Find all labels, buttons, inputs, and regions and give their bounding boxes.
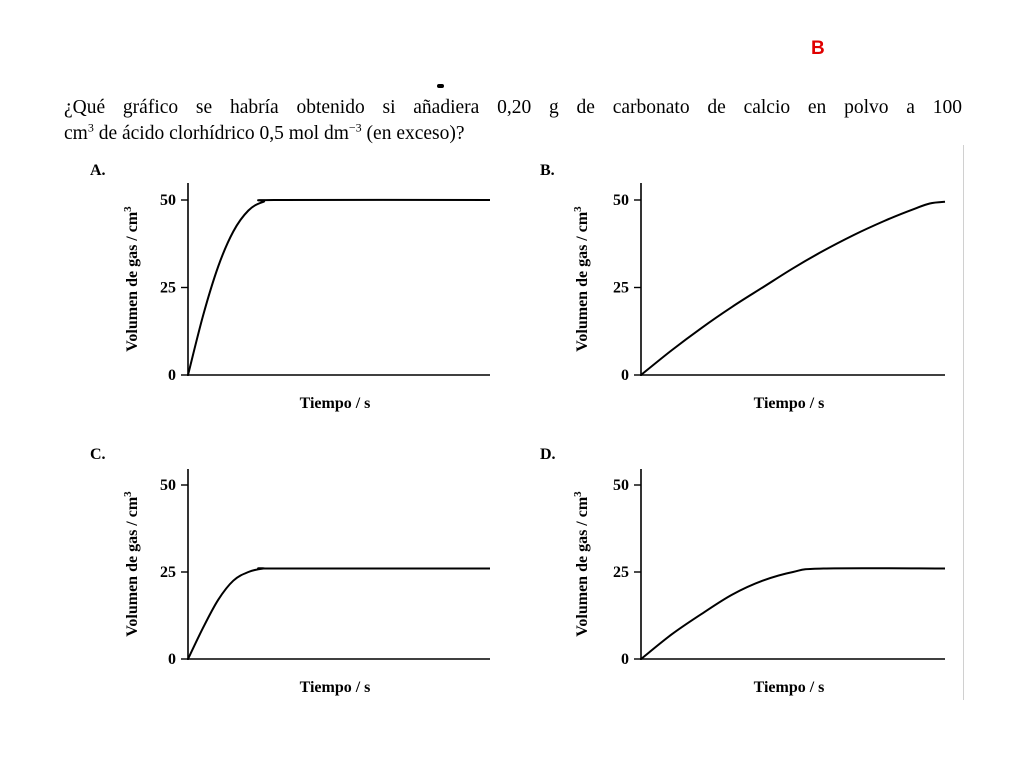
chart-b-tick-label-50: 50 xyxy=(613,192,629,209)
chart-d-tick-label-50: 50 xyxy=(613,477,629,494)
chart-d-xlabel: Tiempo / s xyxy=(753,679,825,696)
q-sup-minus3: −3 xyxy=(348,120,362,135)
chart-b-curve xyxy=(641,202,945,375)
chart-d-tick-label-25: 25 xyxy=(613,564,629,581)
chart-c-xlabel: Tiempo / s xyxy=(299,679,371,696)
chart-b-xlabel: Tiempo / s xyxy=(753,395,825,412)
chart-c-tick-label-50: 50 xyxy=(160,477,176,494)
chart-c-label: C. xyxy=(90,446,106,463)
chart-d-tick-label-0: 0 xyxy=(621,651,629,668)
chart-a-label: A. xyxy=(90,162,106,179)
chart-d-curve xyxy=(641,568,945,659)
chart-c-curve xyxy=(188,568,490,659)
chart-c-tick-label-0: 0 xyxy=(168,651,176,668)
chart-a-xlabel: Tiempo / s xyxy=(299,395,371,412)
chart-c-ylabel: Volumen de gas / $cm^3$ xyxy=(122,491,141,637)
answer-mark: B xyxy=(811,38,825,59)
chart-a-ylabel: Volumen de gas / $cm^3$ xyxy=(122,206,141,352)
q-excess: (en exceso)? xyxy=(361,123,465,144)
q-sup-3: 3 xyxy=(87,120,94,135)
chart-a-tick-label-25: 25 xyxy=(160,279,176,297)
chart-d-ylabel: Volumen de gas / $cm^3$ xyxy=(572,491,591,637)
chart-b-tick-label-25: 25 xyxy=(613,279,629,297)
chart-c-tick-label-25: 25 xyxy=(160,564,176,581)
q-cm: cm xyxy=(64,123,88,144)
chart-a-tick-label-50: 50 xyxy=(160,192,176,209)
chart-b-ylabel: Volumen de gas / $cm^3$ xyxy=(572,206,591,352)
q-acid: de ácido clorhídrico 0,5 mol dm xyxy=(93,123,349,144)
question-line-1: ¿Qué gráfico se habría obtenido si añadiera 0,20 g de carbonato de calcio en polvo a 100 xyxy=(64,97,962,118)
chart-b-tick-label-0: 0 xyxy=(621,367,629,384)
chart-d-label: D. xyxy=(540,446,556,463)
chart-a-curve xyxy=(188,200,490,375)
chart-b-label: B. xyxy=(540,162,555,179)
chart-a-tick-label-0: 0 xyxy=(168,367,176,384)
